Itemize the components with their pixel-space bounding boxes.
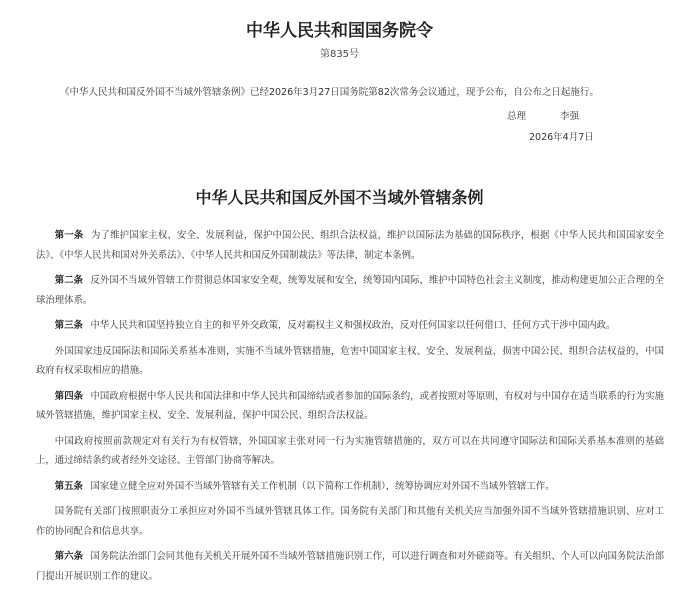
paragraph (36, 547, 664, 586)
decree-date: 2026年4月7日 (529, 132, 594, 143)
paragraph (36, 502, 664, 541)
paragraph (36, 387, 664, 426)
signer-name: 李强 (560, 111, 580, 122)
paragraph-text: 反外国不当域外管辖工作贯彻总体国家安全观，统筹发展和安全，统筹国内国际，维护中国特色社会主义制度，推动构建更加公正合理的全球治理体系。 (36, 275, 664, 306)
paragraph-text: 外国国家违反国际法和国际关系基本准则，实施不当域外管辖措施，危害中国国家主权、安全、发展利益，损害中国公民、组织合法权益的，中国政府有权采取相应的措施。 (36, 345, 664, 376)
order-number: 第835号 (319, 49, 360, 60)
paragraph (36, 432, 664, 471)
article-number: 第四条 (54, 390, 84, 402)
article-number: 第一条 (54, 230, 84, 241)
regulation-body (36, 226, 664, 592)
paragraph-text: 中国政府根据中华人民共和国法律和中华人民共和国缔结或者参加的国际条约，或者按照对等原则，有权对与中国存在适当联系的行为实施域外管辖措施，维护国家主权、安全、发展利益，保护中国公民、组织合法权益。 (36, 390, 664, 421)
paragraph-text: 中华人民共和国坚持独立自主的和平外交政策，反对霸权主义和强权政治，反对任何国家以任何借口、任何方式干涉中国内政。 (90, 320, 616, 331)
paragraph (36, 316, 664, 336)
signer-title: 总理 (507, 111, 527, 122)
paragraph (36, 477, 664, 497)
article-number: 第六条 (54, 551, 84, 562)
paragraph-text: 国家建立健全应对外国不当域外管辖有关工作机制（以下简称工作机制），统筹协调应对外国不当域外管辖工作。 (90, 480, 555, 492)
paragraph-text: 为了维护国家主权、安全、发展利益，保护中国公民、组织合法权益，维护以国际法为基础的国际秩序，根据《中华人民共和国国家安全法》、《中华人民共和国对外关系法》、《中华人民共和国反外国制裁法》等法律，制定本条例。 (36, 230, 664, 261)
decree-header-title: 中华人民共和国国务院令 (246, 21, 433, 41)
paragraph-text: 中国政府按照前款规定对有关行为有权管辖，外国国家主张对同一行为实施管辖措施的，双方可以在共同遵守国际法和国际关系基本准则的基础上，通过缔结条约或者经外交途径、主管部门协商等解决。 (36, 435, 664, 466)
paragraph (36, 342, 664, 381)
paragraph (36, 271, 664, 310)
paragraph-text: 国务院有关部门按照职责分工承担应对外国不当域外管辖具体工作。国务院有关部门和其他有关机关应当加强外国不当域外管辖措施识别、应对工作的协同配合和信息共享。 (36, 506, 664, 537)
article-number: 第二条 (54, 275, 84, 286)
article-number: 第三条 (54, 320, 83, 331)
paragraph (36, 226, 664, 265)
regulation-title: 中华人民共和国反外国不当域外管辖条例 (195, 188, 484, 207)
decree-text: 《中华人民共和国反外国不当域外管辖条例》已经2026年3月27日国务院第82次常务会议通过，现予公布，自公布之日起施行。 (60, 87, 599, 98)
article-number: 第五条 (54, 480, 83, 492)
paragraph-text: 国务院法治部门会同其他有关机关开展外国不当域外管辖措施识别工作，可以进行调查和对外磋商等。有关组织、个人可以向国务院法治部门提出开展识别工作的建议。 (36, 551, 664, 582)
